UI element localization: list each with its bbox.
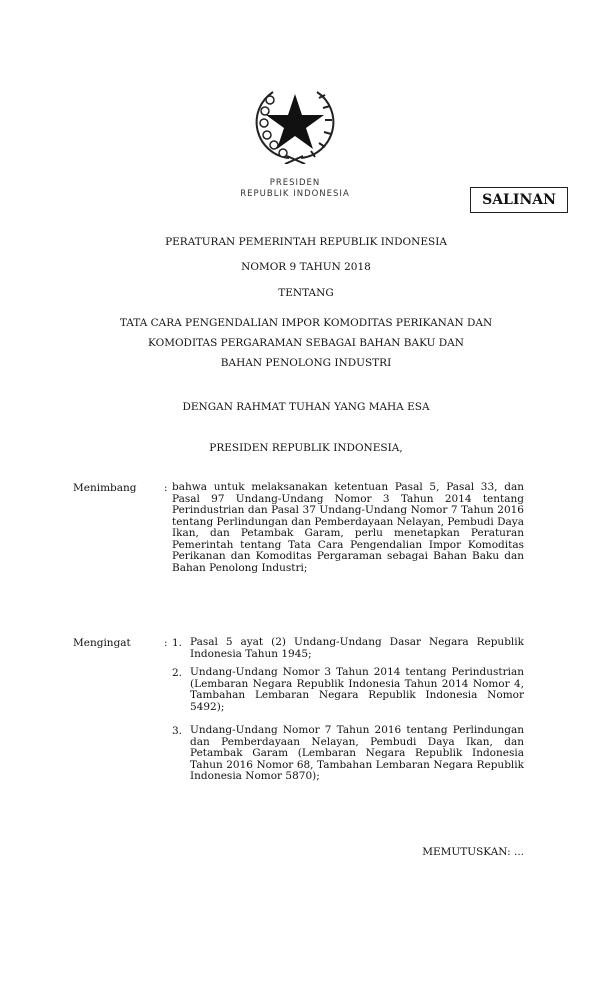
- subject-line-2: KOMODITAS PERGARAMAN SEBAGAI BAHAN BAKU DAN: [148, 337, 464, 349]
- kop-republik-indonesia: REPUBLIK INDONESIA: [240, 189, 350, 199]
- mengingat-label: Mengingat: [73, 637, 131, 649]
- subject-line-3: BAHAN PENOLONG INDUSTRI: [220, 357, 392, 369]
- mengingat-item-text: Undang-Undang Nomor 3 Tahun 2014 tentang Perindustrian (Lembaran Negara Republik Indonesia Tahun 2014 Nomor 4, Tambahan Lembaran Negara Republik Indonesia Nomor 5492);: [190, 666, 524, 713]
- mengingat-item-number: 2.: [172, 667, 183, 679]
- presiden-line: PRESIDEN REPUBLIK INDONESIA,: [209, 442, 403, 454]
- kop-presiden: PRESIDEN: [269, 178, 321, 188]
- mengingat-item-text: Pasal 5 ayat (2) Undang-Undang Dasar Negara Republik Indonesia Tahun 1945;: [190, 636, 524, 660]
- continuation-marker: MEMUTUSKAN: ...: [422, 846, 524, 858]
- regulation-number: NOMOR 9 TAHUN 2018: [241, 261, 371, 273]
- mengingat-item-number: 3.: [172, 725, 183, 737]
- mengingat-item-number: 1.: [172, 637, 183, 649]
- salinan-stamp: SALINAN: [470, 187, 568, 213]
- menimbang-colon: :: [164, 482, 168, 494]
- menimbang-label: Menimbang: [73, 482, 137, 494]
- mengingat-item-text: Undang-Undang Nomor 7 Tahun 2016 tentang Perlindungan dan Pemberdayaan Nelayan, Pembudi Daya Ikan, dan Petambak Garam (Lembaran Negara Republik Indonesia Tahun 2016 Nomor 68, Tambahan Lembaran Negara Republik Indonesia Nomor 5870);: [190, 724, 524, 782]
- presidential-seal-emblem: [253, 80, 337, 164]
- rahmat-line: DENGAN RAHMAT TUHAN YANG MAHA ESA: [182, 401, 430, 413]
- mengingat-colon: :: [164, 637, 168, 649]
- subject-line-1: TATA CARA PENGENDALIAN IMPOR KOMODITAS PERIKANAN DAN: [119, 317, 493, 329]
- menimbang-text: bahwa untuk melaksanakan ketentuan Pasal 5, Pasal 33, dan Pasal 97 Undang-Undang Nomor 3 Tahun 2014 tentang Perindustrian dan Pasal 37 Undang-Undang Nomor 7 Tahun 2016 tentang Perlindungan dan Pemberdayaan Nelayan, Pembudi Daya Ikan, dan Petambak Garam, perlu menetapkan Peraturan Pemerintah tentang Tata Cara Pengendalian Impor Komoditas Perikanan dan Komoditas Pergaraman sebagai Bahan Baku dan Bahan Penolong Industri;: [172, 481, 524, 574]
- tentang-heading: TENTANG: [278, 287, 334, 299]
- regulation-type: PERATURAN PEMERINTAH REPUBLIK INDONESIA: [165, 236, 447, 248]
